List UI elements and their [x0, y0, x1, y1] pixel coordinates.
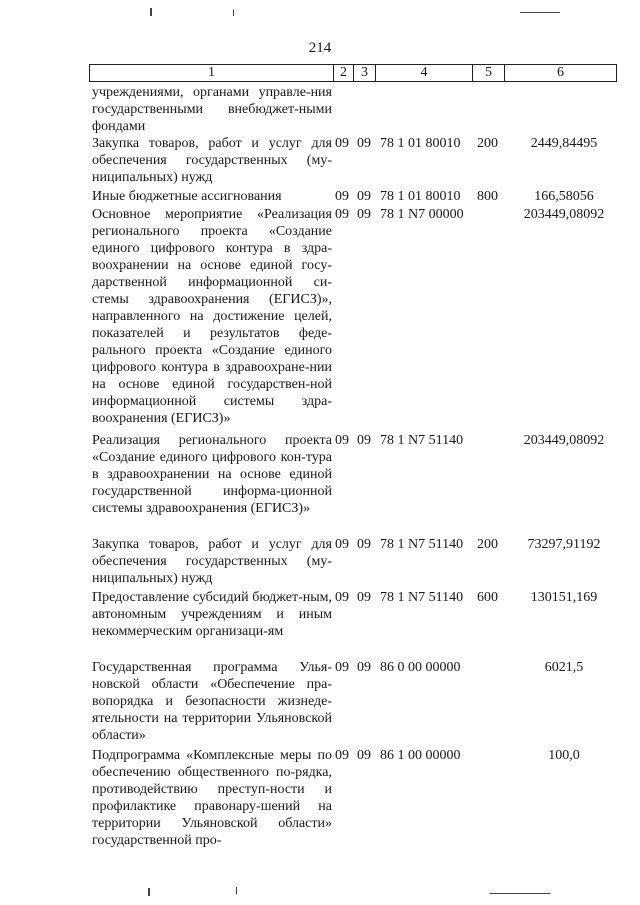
row-pr: 09: [357, 537, 371, 552]
row-name: Закупка товаров, работ и услуг для обеспечения государственных (му-ниципальных) нужд: [92, 136, 332, 185]
scan-mark: [233, 10, 234, 16]
header-col-4: 4: [376, 65, 473, 82]
row-csr: 78 1 N7 51140: [380, 537, 464, 552]
row-rz: 09: [335, 207, 349, 222]
row-pr: 09: [357, 590, 371, 605]
row-csr: 78 1 01 80010: [380, 136, 461, 151]
row-name: Предоставление субсидий бюджет-ным, автономным учреждениям и иным некоммерческим организаци-ям: [92, 590, 332, 639]
row-name: Подпрограмма «Комплексные меры по обеспечению общественного по-рядка, противодействию преступ-ности и профилактике правонару-шений на территории Ульяновской области» государственной про-: [92, 748, 332, 848]
table-row: [92, 135, 622, 188]
row-name: Иные бюджетные ассигнования: [92, 189, 282, 204]
row-pr: 09: [357, 748, 371, 763]
header-col-6: 6: [505, 65, 617, 82]
row-rz: 09: [335, 136, 349, 151]
table-row: [92, 536, 622, 589]
row-pr: 09: [357, 189, 371, 204]
row-csr: 86 1 00 00000: [380, 748, 461, 763]
table-row: [92, 206, 622, 432]
table-row: [92, 84, 622, 135]
row-sum: 203449,08092: [523, 433, 605, 448]
row-sum: 203449,08092: [523, 207, 605, 222]
row-pr: 09: [357, 207, 371, 222]
column-header-row: [89, 64, 617, 82]
budget-table-body: [92, 84, 622, 853]
header-col-2: 2: [334, 65, 354, 82]
row-rz: 09: [335, 433, 349, 448]
row-csr: 86 0 00 00000: [380, 660, 461, 675]
table-row: [92, 432, 622, 536]
row-vr: 200: [477, 537, 498, 552]
scan-mark: [150, 8, 152, 16]
row-vr: 200: [477, 136, 498, 151]
row-rz: 09: [335, 590, 349, 605]
table-row: [92, 747, 622, 853]
row-csr: 78 1 N7 51140: [380, 590, 464, 605]
page-number: 214: [308, 40, 332, 56]
row-name: учреждениями, органами управле-ния государственными внебюджет-ными фондами: [92, 85, 332, 134]
row-rz: 09: [335, 189, 349, 204]
row-pr: 09: [357, 136, 371, 151]
header-col-5: 5: [473, 65, 505, 82]
row-rz: 09: [335, 660, 349, 675]
scan-mark: [490, 893, 550, 894]
table-row: [92, 659, 622, 747]
scan-mark: [520, 12, 560, 13]
row-sum: 2449,84495: [530, 136, 598, 151]
row-rz: 09: [335, 748, 349, 763]
row-name: Государственная программа Улья-новской области «Обеспечение пра-вопорядка и безопасности жизнеде-ятельности на территории Ульяновской области»: [92, 660, 332, 743]
row-name: Закупка товаров, работ и услуг для обеспечения государственных (му-ниципальных) нужд: [92, 537, 332, 586]
row-csr: 78 1 N7 00000: [380, 207, 464, 222]
row-name: Основное мероприятие «Реализация регионального проекта «Создание единого цифрового контура в здра-воохранении на основе единой госу-дарственной информационной си-стемы здравоохранения (ЕГИСЗ)», направленного на достижение целей, показателей и результатов феде-рального проекта «Создание единого цифрового контура в здравоохране-нии на основе единой государствен-ной информационной системы здра-воохранения (ЕГИСЗ)»: [92, 207, 332, 426]
row-pr: 09: [357, 660, 371, 675]
row-vr: 600: [477, 590, 498, 605]
header-col-1: 1: [90, 65, 334, 82]
row-csr: 78 1 N7 51140: [380, 433, 464, 448]
row-rz: 09: [335, 537, 349, 552]
table-row: [92, 188, 622, 206]
row-vr: 800: [477, 189, 498, 204]
row-name: Реализация регионального проекта «Создание единого цифрового кон-тура в здравоохранении на основе единой государственной информа-ционной системы здравоохранения (ЕГИСЗ)»: [92, 433, 332, 516]
row-pr: 09: [357, 433, 371, 448]
row-sum: 6021,5: [544, 660, 584, 675]
scan-mark: [148, 888, 150, 896]
header-col-3: 3: [354, 65, 376, 82]
row-sum: 130151,169: [530, 590, 598, 605]
table-row: [92, 589, 622, 659]
scan-mark: [236, 887, 237, 894]
row-csr: 78 1 01 80010: [380, 189, 461, 204]
row-sum: 166,58056: [534, 189, 594, 204]
row-sum: 100,0: [548, 748, 580, 763]
row-sum: 73297,91192: [527, 537, 601, 552]
